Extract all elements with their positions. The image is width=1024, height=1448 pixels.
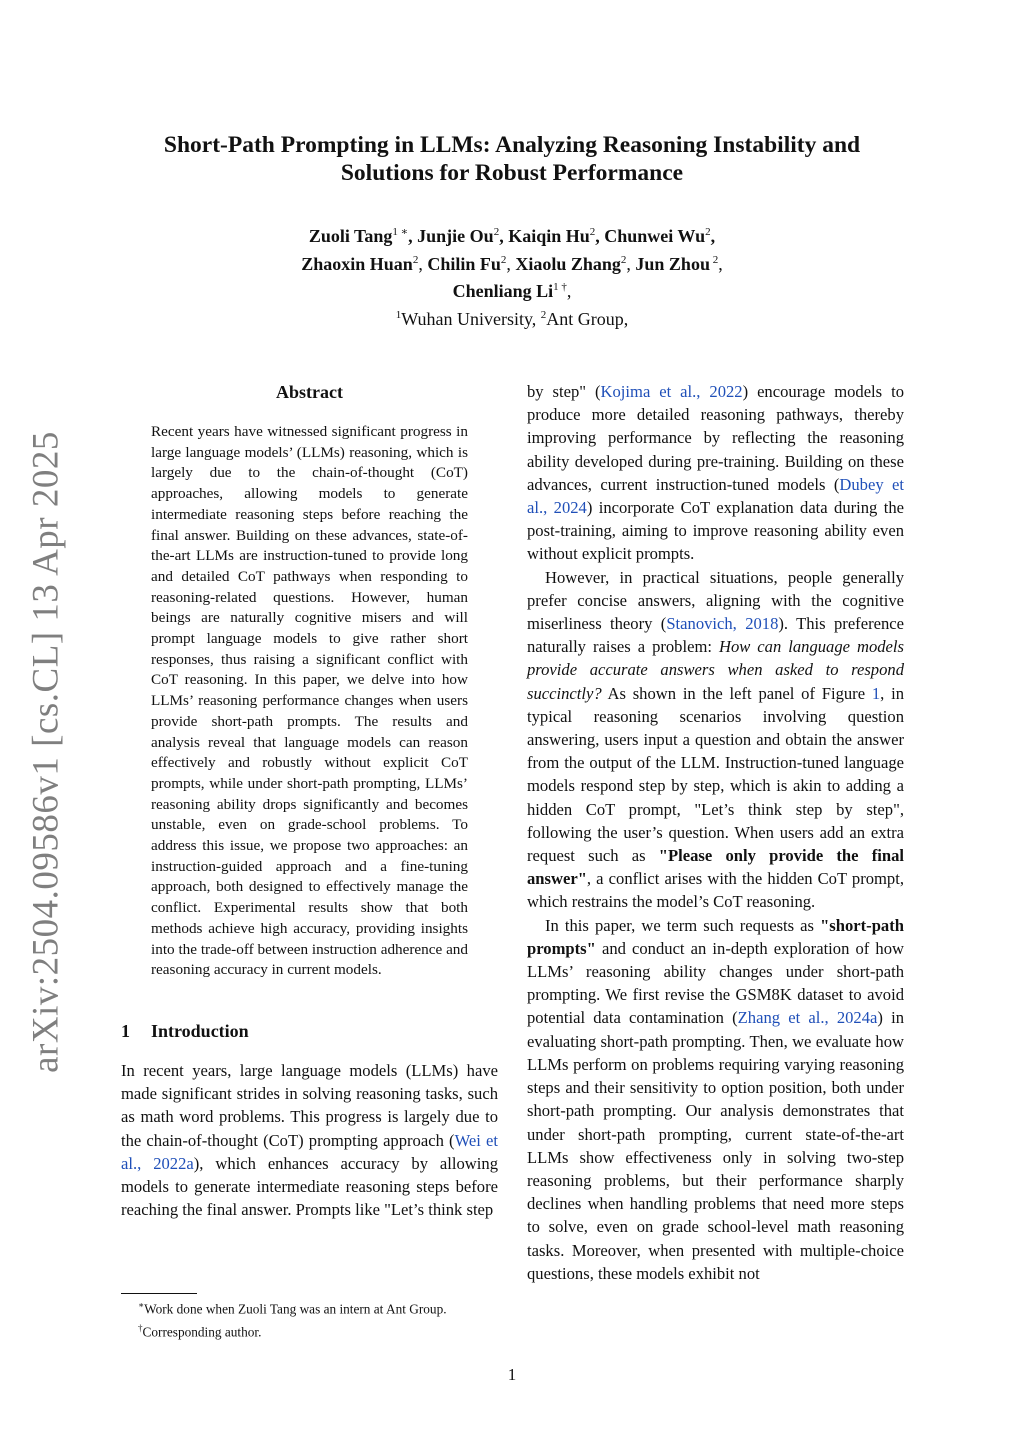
author-name: Chunwei Wu xyxy=(604,226,706,246)
intro-paragraph-1-continued xyxy=(527,380,904,566)
arxiv-identifier-stamp: arXiv:2504.09586v1 [cs.CL] 13 Apr 2025 xyxy=(25,431,67,1073)
emphasized-prompt: "Please only provide the final answer" xyxy=(527,846,904,889)
section-number: 1 xyxy=(121,1020,130,1041)
citation-link[interactable]: Zhang et al., 2024a xyxy=(737,1008,878,1028)
page-number: 1 xyxy=(507,1365,517,1384)
text-run: In recent years, large language models (LLMs) have made significant strides in solving reasoning tasks, such as math word problems. This progress is largely due to the chain-of-thought (CoT) prompting approach ( xyxy=(121,1060,498,1150)
author-sup: 2 xyxy=(589,226,596,238)
title-line-1: Short-Path Prompting in LLMs: Analyzing Reasoning Instability and xyxy=(163,132,861,158)
footnotes xyxy=(138,1296,518,1342)
text-run: , in typical reasoning scenarios involving question answering, users input a question and obtain the answer from the output of the LLM. Instruction-tuned language models respond step by step, which is akin to adding a hidden CoT prompt, "Let’s think step by step", following the user’s question. When users add an extra request such as xyxy=(527,683,904,866)
citation-link[interactable]: Wei et al., 2022a xyxy=(121,1130,498,1173)
intro-paragraph-1 xyxy=(121,1059,498,1221)
footnote-mark: ∗ xyxy=(138,1300,145,1310)
author-block xyxy=(120,221,904,331)
footnote-text: Corresponding author. xyxy=(142,1324,262,1340)
emphasized-term: "short-path prompts" xyxy=(527,915,904,958)
author-sup: 2 xyxy=(709,253,719,266)
affiliation-sup: 2 xyxy=(540,308,547,321)
text-run: However, in practical situations, people generally prefer concise answers, aligning with the cognitive miserliness theory ( xyxy=(527,567,904,634)
abstract-heading: Abstract xyxy=(276,382,343,402)
author-name: Junjie Ou xyxy=(417,226,494,246)
text-run: In this paper, we term such requests as xyxy=(545,915,821,935)
author-sup: 2 xyxy=(493,226,500,238)
affiliation-text: Wuhan University, xyxy=(401,308,541,329)
text-run: , a conflict arises with the hidden CoT prompt, which restrains the model’s CoT reasoning. xyxy=(527,869,904,912)
author-sup: 1 ∗ xyxy=(392,226,409,238)
author-sup: 2 xyxy=(500,253,507,266)
section-heading-introduction xyxy=(121,1019,498,1043)
paper-title xyxy=(120,131,904,187)
text-run: by step" ( xyxy=(527,382,601,401)
right-column xyxy=(527,380,904,1285)
left-column xyxy=(121,380,498,1221)
text-run: ) incorporate CoT explanation data during the post-training, aiming to improve reasoning ability even without explicit prompts. xyxy=(527,498,904,564)
title-line-2: Solutions for Robust Performance xyxy=(340,160,684,186)
affiliation-sup: 1 xyxy=(395,308,402,321)
text-run: and conduct an in-depth exploration of how LLMs’ reasoning ability changes under short-path prompting. We first revise the GSM8K dataset to avoid potential data contamination ( xyxy=(527,938,904,1028)
author-name: Chenliang Li xyxy=(452,281,554,301)
affiliation-text: Ant Group, xyxy=(546,308,629,329)
author-name: Xiaolu Zhang xyxy=(515,253,621,274)
footnote xyxy=(138,1319,518,1342)
text-run: ) encourage models to produce more detailed reasoning pathways, thereby improving performance by reflecting the reasoning ability developed during pre-training. Building on these advances, current instruction-tuned models ( xyxy=(527,382,904,494)
author-line-1: Zuoli Tang$^{1 ∗}$, Junjie Ou$^2$, Kaiqin Hu$^2$, Chunwei Wu$^2$, xyxy=(308,226,716,246)
text-run: ), which enhances accuracy by allowing models to generate intermediate reasoning steps before reaching the final answer. Prompts like "Let’s think step xyxy=(121,1153,498,1220)
author-sup: 2 xyxy=(412,253,419,266)
footnote-mark: † xyxy=(138,1322,143,1333)
author-name: Jun Zhou xyxy=(635,253,710,274)
text-run: As shown in the left panel of Figure xyxy=(601,683,872,703)
footnote-divider xyxy=(121,1293,197,1294)
citation-link[interactable]: Dubey et al., 2024 xyxy=(527,474,904,518)
author-name: Zuoli Tang xyxy=(308,226,393,246)
footnote xyxy=(138,1296,518,1319)
author-line-3: Chenliang $Li^{1 \dagger}$, xyxy=(452,281,572,301)
author-name: Kaiqin Hu xyxy=(508,226,590,246)
citation-link[interactable]: Stanovich, 2018 xyxy=(666,614,779,634)
author-name: Chilin Fu xyxy=(427,253,501,274)
abstract-body: Recent years have witnessed significant progress in large language models’ (LLMs) reasoning, which is largely due to the chain-of-thought (CoT) approaches, allowing models to generate intermediate reasoning steps before reaching the final answer. Building on these advances, state-of-the-art LLMs are instruction-tuned to provide long and detailed CoT pathways when responding to reasoning-related questions. However, human beings are naturally cognitive misers and will prompt language models to give rather short responses, thus raising a significant conflict with CoT reasoning. In this paper, we delve into how LLMs’ reasoning performance changes when users provide short-path prompts. The results and analysis reveal that language models can reason effectively and robustly without explicit CoT prompts, while under short-path prompting, LLMs’ reasoning ability drops significantly and becomes unstable, even on grade-school problems. To address this issue, we propose two approaches: an instruction-guided approach and a fine-tuning approach, both designed to effectively manage the conflict. Experimental results show that both methods achieve high accuracy, providing insights into the trade-off between instruction adherence and reasoning accuracy in current models. xyxy=(151,423,468,979)
text-run: ). This preference naturally raises a problem: xyxy=(527,614,904,657)
text-run: ) in evaluating short-path prompting. Then, we evaluate how LLMs perform on problems requiring varying reasoning steps and their sensitivity to option position, both under short-path prompting. Our analysis demonstrates that under short-path prompting, current state-of-the-art LLMs show effectiveness only in solving two-step reasoning problems, but their performance sharply declines when handling problems that need more steps to solve, even on grade school-level math reasoning tasks. Moreover, when presented with multiple-choice questions, these models exhibit not xyxy=(527,1008,904,1283)
research-question: How can language models provide accurate answers when asked to respond succinctly? xyxy=(527,637,904,703)
intro-paragraph-2 xyxy=(527,566,904,914)
figure-reference-link[interactable]: 1 xyxy=(871,683,881,703)
author-line-2: Zhaoxin Huan$^2$, Chilin Fu$^2$, Xiaolu Zhang$^2$, Jun Zhou $^2$, xyxy=(301,253,723,274)
footnote-text: Work done when Zuoli Tang was an intern at Ant Group. xyxy=(144,1301,447,1317)
author-sup: 1 † xyxy=(553,281,567,293)
intro-paragraph-3 xyxy=(527,914,904,1285)
section-title: Introduction xyxy=(151,1020,249,1041)
author-sup: 2 xyxy=(705,226,711,238)
citation-link[interactable]: Kojima et al., 2022 xyxy=(600,382,743,401)
affiliations xyxy=(120,304,904,332)
author-name: Zhaoxin Huan xyxy=(301,253,413,274)
author-sup: 2 xyxy=(620,253,627,266)
